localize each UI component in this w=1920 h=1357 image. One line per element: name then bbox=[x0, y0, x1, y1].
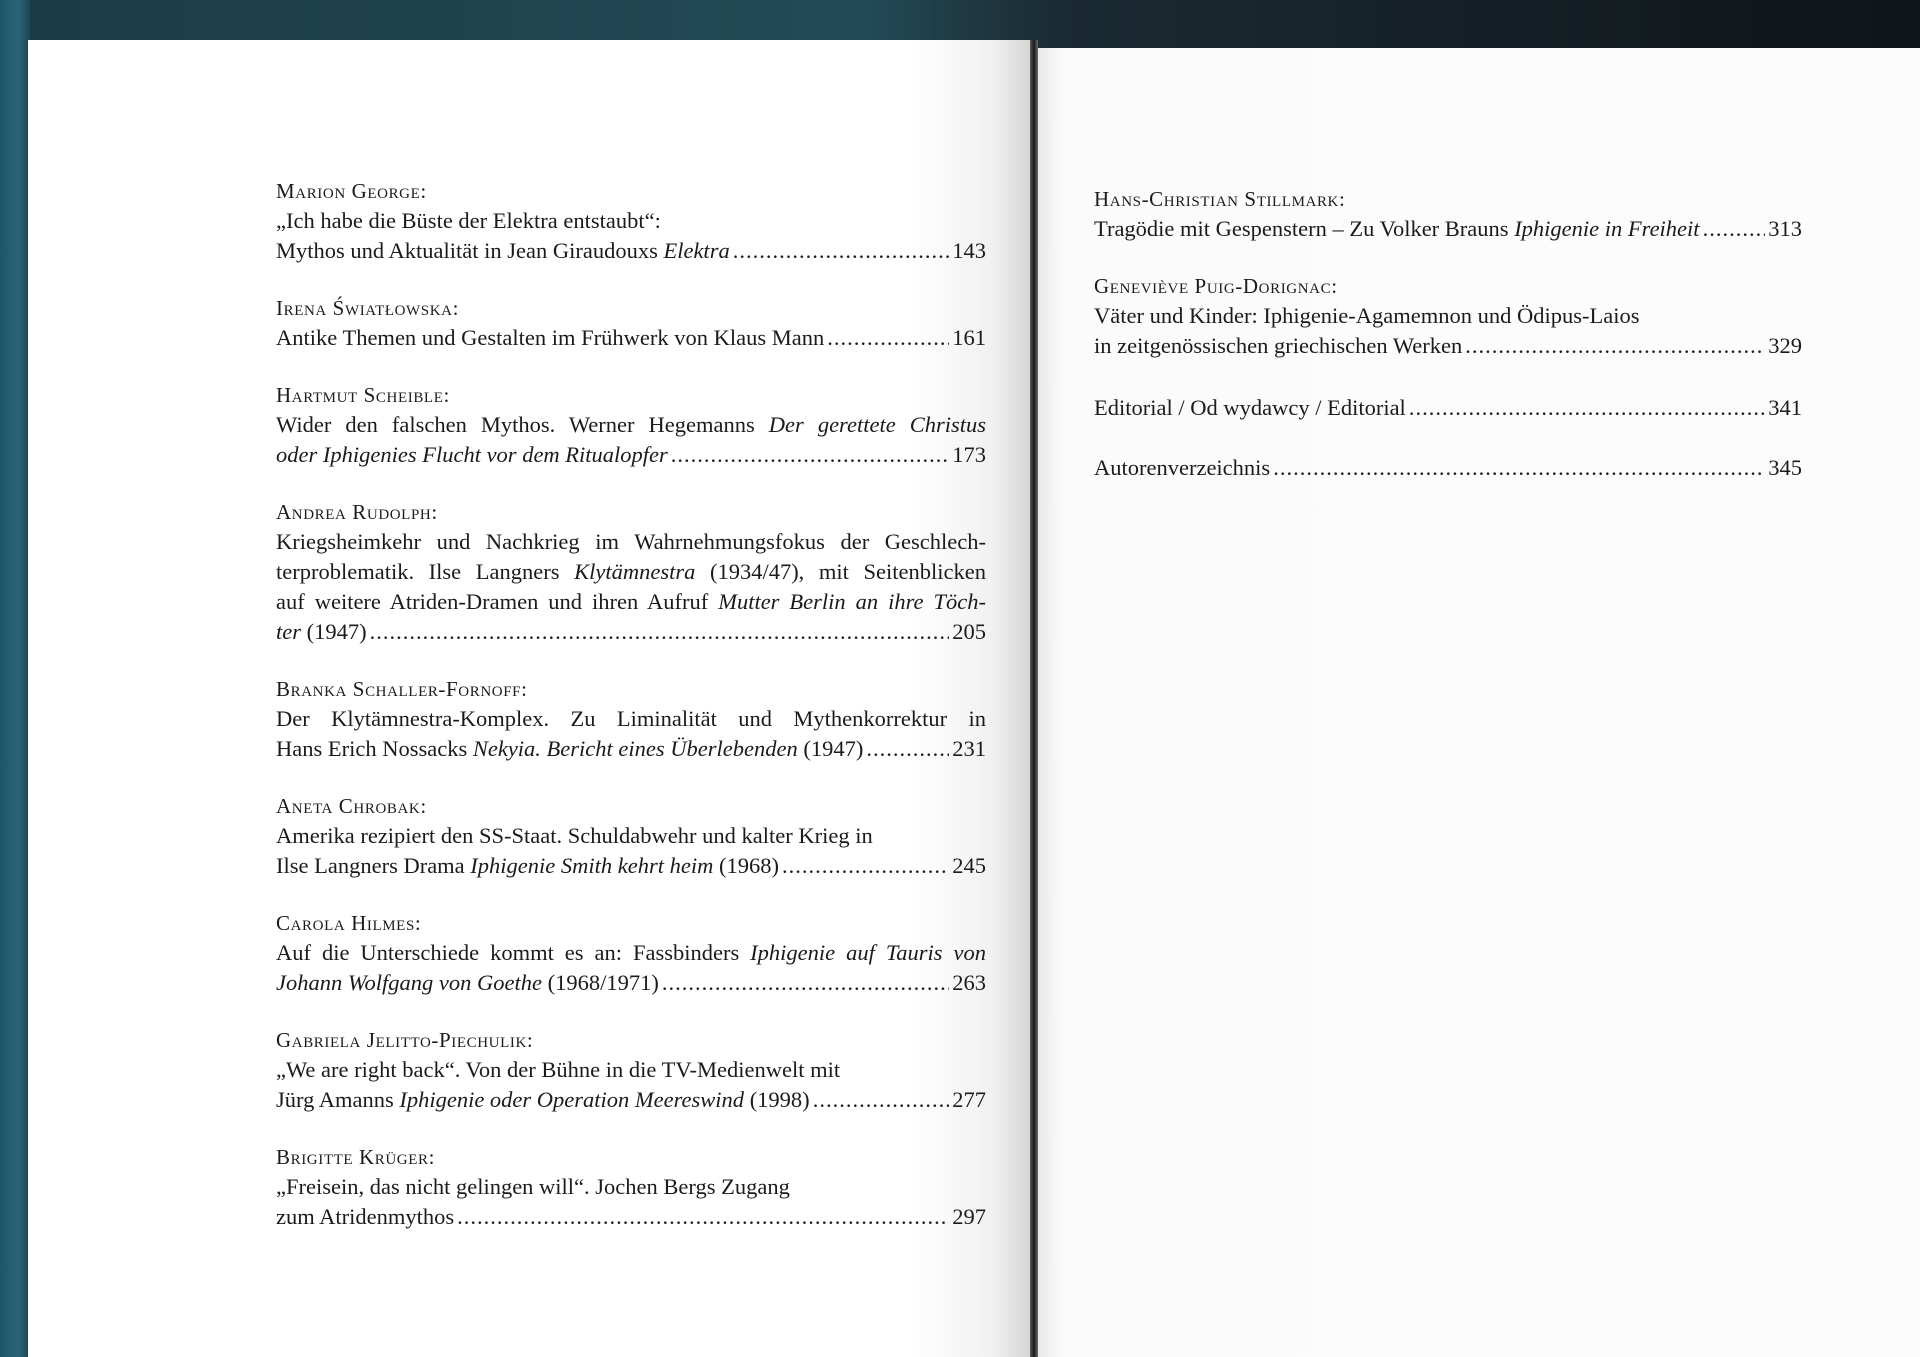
toc-title-text: terproblematik. Ilse Langners bbox=[276, 559, 575, 584]
left-page-toc bbox=[276, 176, 986, 1259]
toc-page-number: 143 bbox=[952, 238, 986, 263]
toc-page-number: 297 bbox=[952, 1204, 986, 1229]
toc-title-italic: oder Iphigenies Flucht vor dem Ritualopfer bbox=[276, 442, 668, 467]
toc-title-text: Editorial / Od wydawcy / Editorial bbox=[1094, 395, 1406, 420]
toc-page-number: 263 bbox=[952, 970, 986, 995]
toc-entry bbox=[276, 1142, 986, 1232]
toc-page-number: 231 bbox=[952, 736, 986, 761]
toc-title-text: Wider den falschen Mythos. Werner Hegemanns bbox=[276, 412, 769, 437]
toc-title-text: Antike Themen und Gestalten im Frühwerk von Klaus Mann bbox=[276, 325, 825, 350]
right-page-toc bbox=[1094, 184, 1802, 510]
toc-leader-dots bbox=[1409, 393, 1765, 423]
toc-title-text: Mythos und Aktualität in Jean Giraudouxs bbox=[276, 238, 664, 263]
toc-entry bbox=[276, 497, 986, 647]
toc-title-line: „We are right back“. Von der Bühne in die TV-Medienwelt mit bbox=[276, 1057, 841, 1082]
toc-title-last-line bbox=[276, 734, 986, 764]
toc-title-last-line bbox=[1094, 214, 1802, 244]
toc-title-text: (1998) bbox=[744, 1087, 810, 1112]
toc-entry bbox=[276, 380, 986, 470]
toc-title-text: (1968) bbox=[713, 853, 779, 878]
toc-entry bbox=[276, 176, 986, 266]
toc-leader-dots bbox=[1703, 214, 1766, 244]
toc-title-text: zum Atridenmythos bbox=[276, 1204, 455, 1229]
toc-author: Hartmut Scheible: bbox=[276, 383, 450, 407]
toc-title-last-line bbox=[1094, 453, 1802, 483]
toc-title-italic: Der gerettete Christus bbox=[768, 412, 986, 437]
toc-title-italic: Johann Wolfgang von Goethe bbox=[276, 970, 543, 995]
toc-page-number: 161 bbox=[952, 325, 986, 350]
toc-leader-dots bbox=[457, 1202, 949, 1232]
toc-title-text: (1947) bbox=[301, 619, 367, 644]
toc-author: Hans-Christian Stillmark: bbox=[1094, 187, 1346, 211]
toc-leader-dots bbox=[662, 968, 949, 998]
toc-title-text: (1934/47), mit Seitenblicken bbox=[695, 559, 986, 584]
toc-title-italic: Iphigenie Smith kehrt heim bbox=[470, 853, 714, 878]
toc-title-line bbox=[276, 410, 986, 440]
toc-title-italic: ter bbox=[276, 619, 301, 644]
toc-entry bbox=[276, 674, 986, 764]
toc-leader-dots bbox=[782, 851, 949, 881]
toc-leader-dots bbox=[866, 734, 949, 764]
toc-entry bbox=[276, 1025, 986, 1115]
toc-leader-dots bbox=[813, 1085, 950, 1115]
toc-title-last-line bbox=[276, 236, 986, 266]
toc-title-italic: Klytämnestra bbox=[574, 559, 696, 584]
toc-title-italic: Elektra bbox=[663, 238, 730, 263]
toc-title-line: „Freisein, das nicht gelingen will“. Jochen Bergs Zugang bbox=[276, 1174, 790, 1199]
toc-title-line bbox=[276, 587, 986, 617]
toc-title-italic: Nekyia. Bericht eines Überlebenden bbox=[472, 736, 798, 761]
toc-title-text: Ilse Langners Drama bbox=[276, 853, 471, 878]
toc-leader-dots bbox=[1465, 331, 1765, 361]
book-cover-left-edge bbox=[0, 0, 30, 1357]
toc-title-line: Amerika rezipiert den SS-Staat. Schuldabwehr und kalter Krieg in bbox=[276, 823, 873, 848]
toc-title-last-line bbox=[276, 968, 986, 998]
toc-author: Geneviève Puig-Dorignac: bbox=[1094, 274, 1338, 298]
toc-page-number: 313 bbox=[1768, 216, 1802, 241]
toc-author: Carola Hilmes: bbox=[276, 911, 422, 935]
toc-title-text: auf weitere Atriden-Dramen und ihren Aufruf bbox=[276, 589, 719, 614]
toc-author: Brigitte Krüger: bbox=[276, 1145, 436, 1169]
toc-title-text: in zeitgenössischen griechischen Werken bbox=[1094, 333, 1463, 358]
toc-title-italic: Iphigenie auf Tauris von bbox=[750, 940, 986, 965]
toc-entry bbox=[276, 293, 986, 353]
toc-title-last-line bbox=[1094, 331, 1802, 361]
toc-title-text: Tragödie mit Gespenstern – Zu Volker Brauns bbox=[1094, 216, 1515, 241]
toc-title-last-line bbox=[1094, 393, 1802, 423]
toc-author: Marion George: bbox=[276, 179, 427, 203]
toc-title-last-line bbox=[276, 323, 986, 353]
toc-leader-dots bbox=[370, 617, 950, 647]
toc-title-text: Hans Erich Nossacks bbox=[276, 736, 473, 761]
toc-entry bbox=[1094, 393, 1802, 423]
toc-author: Aneta Chrobak: bbox=[276, 794, 427, 818]
toc-page-number: 173 bbox=[952, 442, 986, 467]
toc-title-last-line bbox=[276, 617, 986, 647]
toc-author: Irena Światłowska: bbox=[276, 296, 460, 320]
toc-leader-dots bbox=[733, 236, 950, 266]
toc-entry bbox=[1094, 271, 1802, 361]
toc-title-last-line bbox=[276, 440, 986, 470]
toc-entry bbox=[276, 791, 986, 881]
toc-entry bbox=[276, 908, 986, 998]
toc-title-line bbox=[276, 557, 986, 587]
toc-title-last-line bbox=[276, 1085, 986, 1115]
toc-title-line: Der Klytämnestra-Komplex. Zu Liminalität und Mythenkorrektur in bbox=[276, 706, 986, 731]
toc-title-text: (1968/1971) bbox=[542, 970, 659, 995]
toc-page-number: 345 bbox=[1768, 455, 1802, 480]
toc-page-number: 341 bbox=[1768, 395, 1802, 420]
toc-author: Andrea Rudolph: bbox=[276, 500, 438, 524]
toc-leader-dots bbox=[1273, 453, 1765, 483]
toc-entry bbox=[1094, 184, 1802, 244]
toc-title-line: „Ich habe die Büste der Elektra entstaubt“: bbox=[276, 208, 661, 233]
toc-title-text: Auf die Unterschiede kommt es an: Fassbinders bbox=[276, 940, 751, 965]
toc-author: Gabriela Jelitto-Piechulik: bbox=[276, 1028, 534, 1052]
toc-title-text: Jürg Amanns bbox=[276, 1087, 400, 1112]
toc-page-number: 245 bbox=[952, 853, 986, 878]
toc-page-number: 205 bbox=[952, 619, 986, 644]
toc-title-italic: Iphigenie oder Operation Meereswind bbox=[399, 1087, 745, 1112]
toc-leader-dots bbox=[827, 323, 949, 353]
toc-page-number: 329 bbox=[1768, 333, 1802, 358]
toc-title-last-line bbox=[276, 851, 986, 881]
toc-author: Branka Schaller-Fornoff: bbox=[276, 677, 528, 701]
toc-entry bbox=[1094, 453, 1802, 483]
toc-title-text: Autorenverzeichnis bbox=[1094, 455, 1271, 480]
toc-title-line: Kriegsheimkehr und Nachkrieg im Wahrnehmungsfokus der Geschlech- bbox=[276, 529, 986, 554]
book-gutter bbox=[1030, 40, 1038, 1357]
toc-title-italic: Mutter Berlin an ihre Töch- bbox=[718, 589, 986, 614]
toc-title-text: (1947) bbox=[797, 736, 864, 761]
toc-title-italic: Iphigenie in Freiheit bbox=[1514, 216, 1700, 241]
toc-title-line: Väter und Kinder: Iphigenie-Agamemnon und Ödipus-Laios bbox=[1094, 303, 1640, 328]
toc-leader-dots bbox=[671, 440, 949, 470]
toc-title-line bbox=[276, 938, 986, 968]
toc-title-last-line bbox=[276, 1202, 986, 1232]
toc-page-number: 277 bbox=[952, 1087, 986, 1112]
